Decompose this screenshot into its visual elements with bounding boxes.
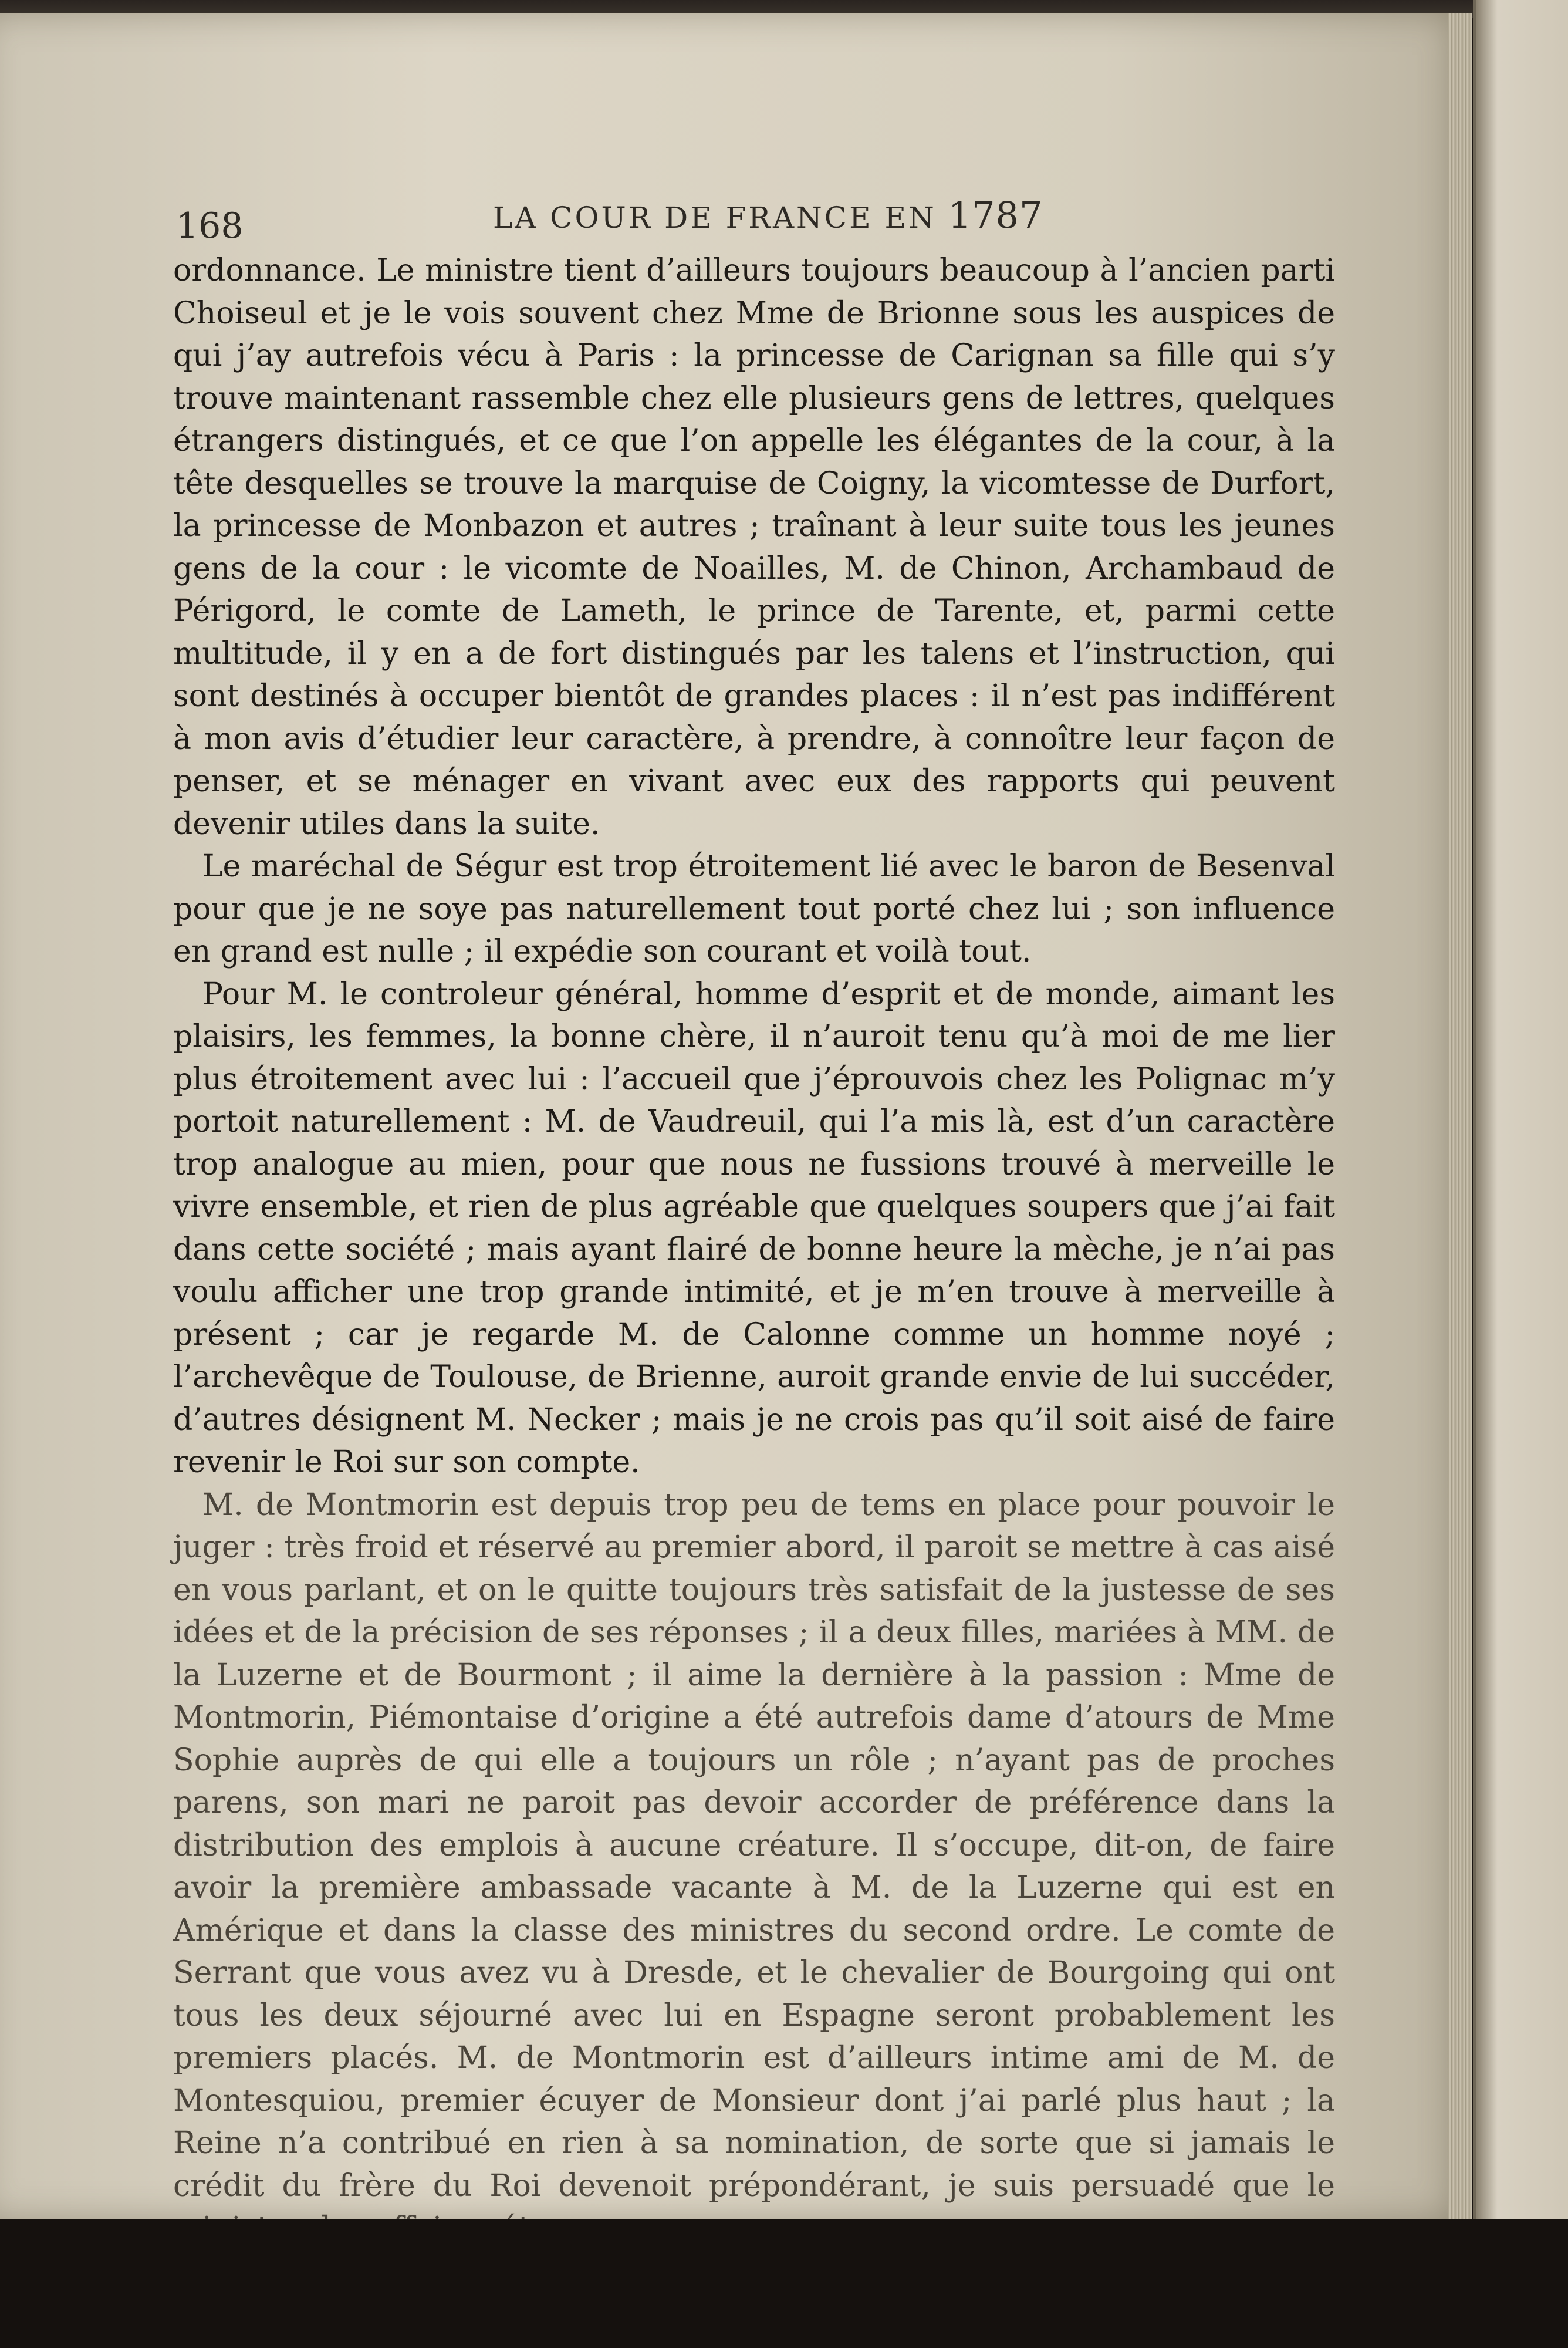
running-title: [493, 194, 1043, 237]
facing-page-edge: [1473, 0, 1568, 2219]
paragraph-4: M. de Montmorin est depuis trop peu de tems en place pour pouvoir le juger : très froid et réservé au premier abord, il paroit se mettre à cas aisé en vous parlant, et on le quitte toujours très satisfait de la justesse de ses idées et de la précision de ses réponses ; il a deux filles, mariées à MM. de la Luzerne et de Bourmont ; il aime la dernière à la passion : Mme de Montmorin, Piémontaise d’origine a été autrefois dame d’atours de Mme Sophie auprès de qui elle a toujours un rôle ; n’ayant pas de proches parens, son mari ne paroit pas devoir accorder de préférence dans la distribution des emplois à aucune créature. Il s’occupe, dit-on, de faire avoir la première ambassade vacante à M. de la Luzerne qui est en Amérique et dans la classe des ministres du second ordre. Le comte de Serrant que vous avez vu à Dresde, et le chevalier de Bourgoing qui ont tous les deux séjourné avec lui en Espagne seront probablement les premiers placés. M. de Montmorin est d’ailleurs intime ami de M. de Montesquiou, premier écuyer de Monsieur dont j’ai parlé plus haut ; la Reine n’a contribué en rien à sa nomination, de sorte que si jamais le crédit du frère du Roi devenoit prépondérant, je suis persuadé que le: [173, 1487, 1335, 2204]
paragraph-2: Le maréchal de Ségur est trop étroitement lié avec le baron de Besenval pour que je ne soye pas naturellement tout porté chez lui ; son influence en grand est nulle ; il expédie son courant et voilà tout.: [173, 849, 1335, 969]
paragraph-3: Pour M. le controleur général, homme d’esprit et de monde, aimant les plaisirs, les femmes, la bonne chère, il n’auroit tenu qu’à moi de me lier plus étroitement avec lui : l’accueil que j’éprouvois chez les Polignac m’y portoit naturellement : M. de Vaudreuil, qui l’a mis là, est d’un caractère trop analogue au mien, pour que nous ne fussions trouvé à merveille le vivre ensemble, et rien de plus agréable que quelques soupers que j’ai fait dans cette société ; mais ayant flairé de bonne heure la mèche, je n’ai pas voulu afficher une trop grande intimité, et je m’en trouve à merveille à présent ; car je regarde M. de Calonne comme un homme noyé ; l’archevêque de Toulouse, de Brienne, auroit grande envie de lui succéder, d’autres désignent M. Necker ; mais je ne crois pas qu’il soit aisé de faire revenir le Roi sur son compte.: [173, 976, 1335, 1480]
running-title-text: LA COUR DE FRANCE EN: [493, 201, 937, 235]
page-number: 168: [176, 205, 244, 247]
paragraph-1: ordonnance. Le ministre tient d’ailleurs toujours beaucoup à l’ancien parti Choiseul et je le vois souvent chez Mme de Brionne sous les auspices de qui j’ay autrefois vécu à Paris : la princesse de Carignan sa fille qui s’y trouve maintenant rassemble chez elle plusieurs gens de lettres, quelques étrangers distingués, et ce que l’on appelle les élégantes de la cour, à la tête desquelles se trouve la marquise de Coigny, la vicomtesse de Durfort, la princesse de Monbazon et autres ; traînant à leur suite tous les jeunes gens de la cour : le vicomte de Noailles, M. de Chinon, Archambaud de Périgord, le comte de Lameth, le prince de Tarente, et, parmi cette multitude, il y en a de fort distingués par les talens et l’instruction, qui sont destinés à occuper bientôt de grandes places : il n’est pas indifférent à mon avis d’étudier leur caractère, à prendre, à connoître leur façon de penser, et se ménager en vivant avec eux des rapports qui peuvent devenir utiles dans la suite.: [173, 253, 1335, 842]
page-fore-edge: [1448, 13, 1472, 2220]
running-title-year: 1787: [948, 194, 1043, 237]
background-bottom: [0, 2219, 1568, 2348]
body-text: [173, 249, 1335, 2204]
